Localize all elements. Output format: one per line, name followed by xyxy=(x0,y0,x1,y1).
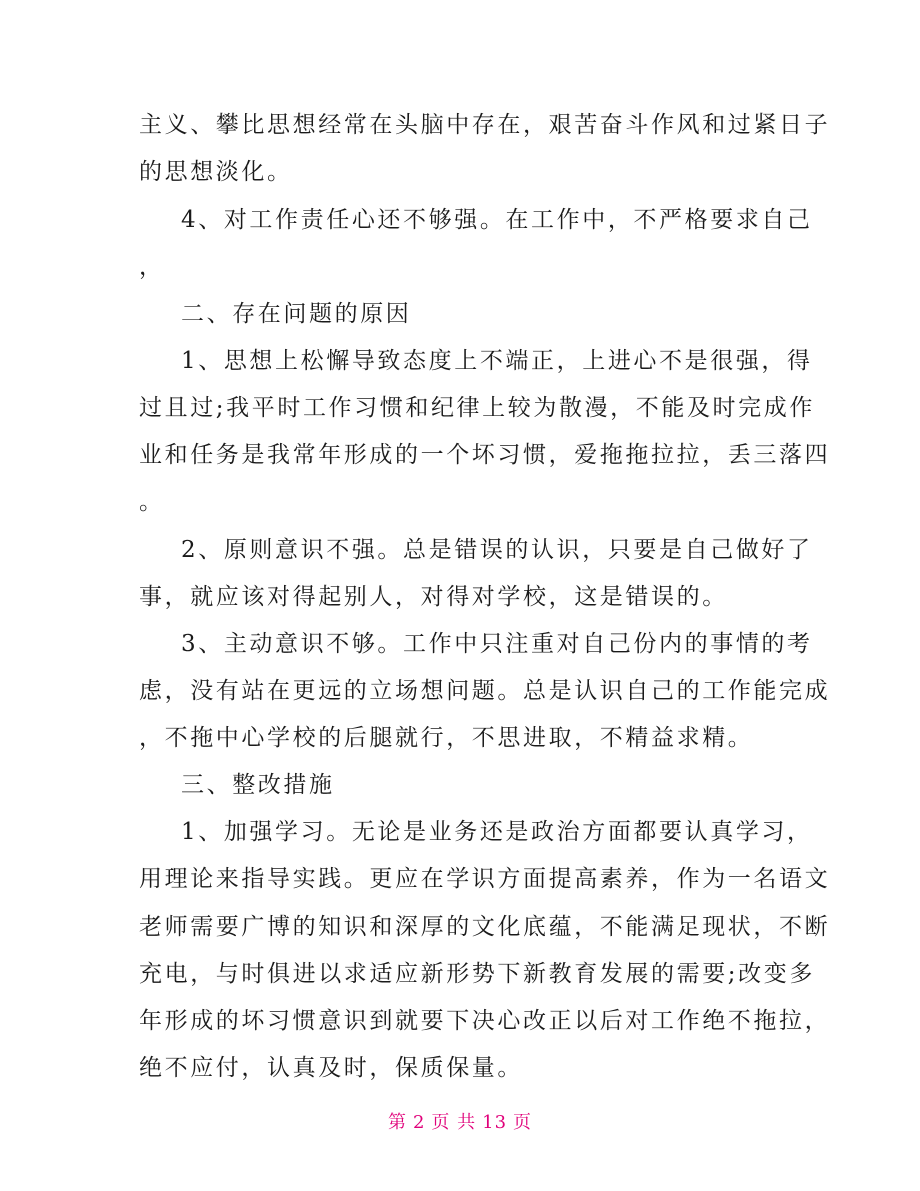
text-line: 2、原则意识不强。总是错误的认识，只要是自己做好了 xyxy=(181,537,813,563)
text-line: 3、主动意识不够。工作中只注重对自己份内的事情的考 xyxy=(181,631,813,657)
text-line: 4、对工作责任心还不够强。在工作中，不严格要求自己 xyxy=(181,207,813,233)
text-line: 1、思想上松懈导致态度上不端正，上进心不是很强，得 xyxy=(181,348,813,374)
text-line: 。 xyxy=(139,489,165,515)
text-line: 老师需要广博的知识和深厚的文化底蕴，不能满足现状，不断 xyxy=(139,914,831,940)
text-line: 绝不应付，认真及时，保质保量。 xyxy=(139,1055,523,1081)
footer-middle: 页 共 xyxy=(431,1112,477,1133)
text-line: 的思想淡化。 xyxy=(139,159,293,185)
text-line: 业和任务是我常年形成的一个坏习惯，爱拖拖拉拉，丢三落四 xyxy=(139,442,831,468)
text-line: 过且过;我平时工作习惯和纪律上较为散漫，不能及时完成作 xyxy=(139,395,815,421)
footer-page-number: 2 xyxy=(412,1112,426,1133)
text-line: 用理论来指导实践。更应在学识方面提高素养，作为一名语文 xyxy=(139,866,831,892)
footer-total-pages: 13 xyxy=(482,1112,508,1133)
text-line: 1、加强学习。无论是业务还是政治方面都要认真学习， xyxy=(181,819,813,845)
text-line: ， xyxy=(139,254,165,280)
text-line: 主义、攀比思想经常在头脑中存在，艰苦奋斗作风和过紧日子 xyxy=(139,112,831,138)
text-line: 事，就应该对得起别人，对得对学校，这是错误的。 xyxy=(139,584,728,610)
text-line: 虑，没有站在更远的立场想问题。总是认识自己的工作能完成 xyxy=(139,678,831,704)
text-line: ，不拖中心学校的后腿就行，不思进取，不精益求精。 xyxy=(139,725,754,751)
footer-suffix: 页 xyxy=(513,1112,533,1133)
section-heading: 三、整改措施 xyxy=(181,772,335,798)
text-line: 年形成的坏习惯意识到就要下决心改正以后对工作绝不拖拉， xyxy=(139,1008,831,1034)
section-heading: 二、存在问题的原因 xyxy=(181,301,412,327)
text-line: 充电，与时俱进以求适应新形势下新教育发展的需要;改变多 xyxy=(139,961,815,987)
footer-prefix: 第 xyxy=(387,1112,407,1133)
page-footer xyxy=(0,1111,920,1135)
